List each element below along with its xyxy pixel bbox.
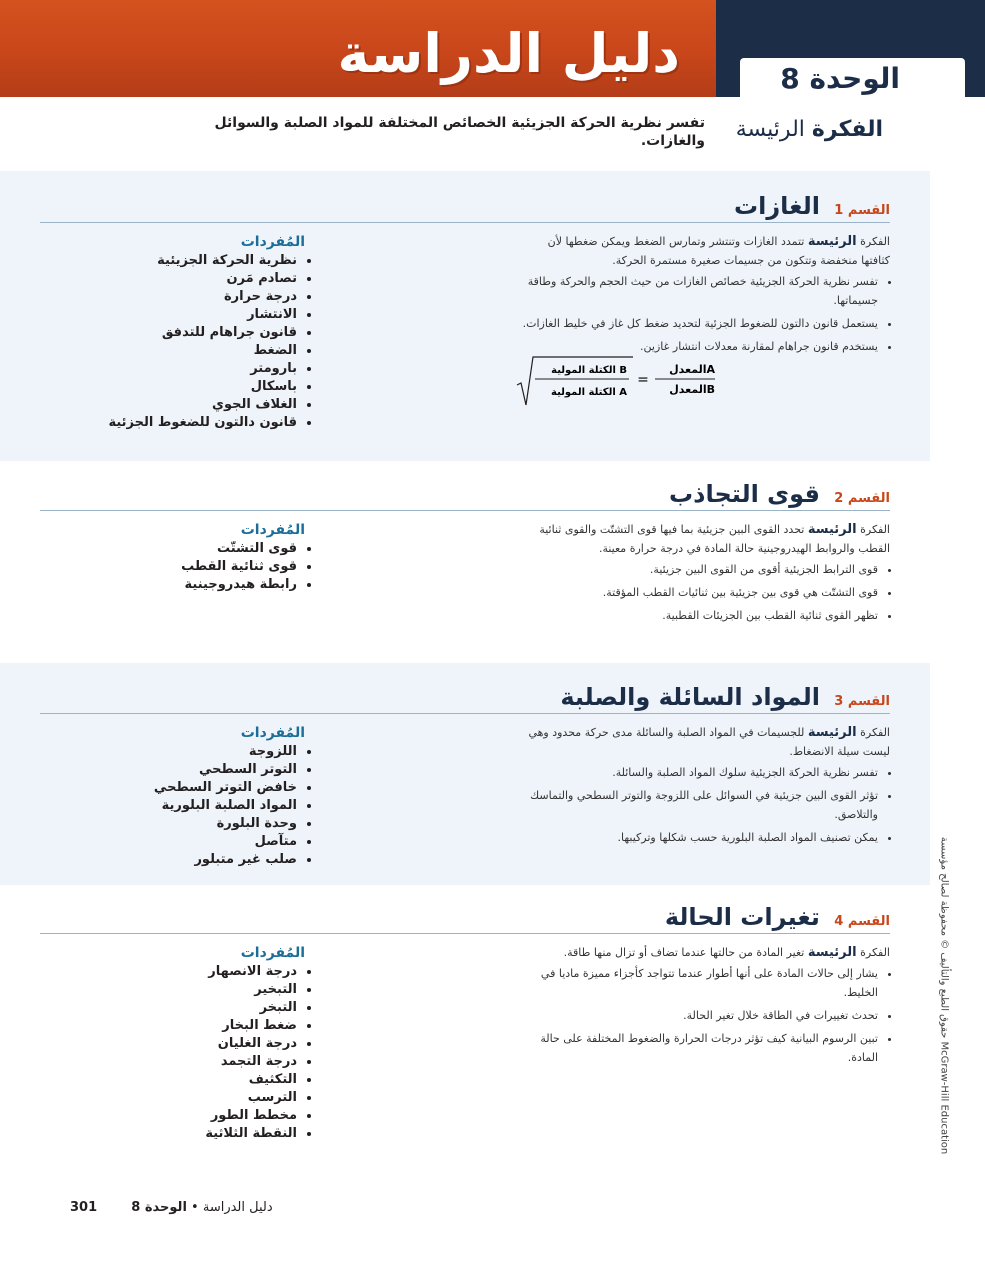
page-banner — [0, 0, 985, 97]
vocab-heading: المُفردات — [240, 725, 305, 741]
vocab-term: • المواد الصلبة البلورية — [95, 797, 297, 815]
vocab-term: • النقطة الثلاثية — [95, 1125, 297, 1143]
main-idea-label — [808, 235, 890, 248]
page-number: 301 — [70, 1200, 98, 1215]
section-2-heading: قوى التجاذب — [669, 480, 820, 508]
big-idea-label — [736, 117, 883, 142]
main-idea-label — [808, 726, 890, 739]
big-idea-label-rest: الرئيسة — [735, 117, 812, 142]
vocab-term: • الغلاف الجوي — [95, 396, 297, 414]
section-1-vocab — [95, 234, 315, 432]
section-4-label: القسم 4 — [834, 914, 890, 929]
section-2-title — [669, 480, 890, 508]
vocab-term: • مخطط الطور — [95, 1107, 297, 1125]
vocab-term: • وحدة البلورة — [95, 815, 297, 833]
section-2-main-idea — [520, 520, 890, 629]
unit-label: الوحدة 8 — [780, 62, 900, 95]
big-idea-label-bold: الفكرة — [811, 117, 883, 142]
vocab-term: • تصادم مَرن — [95, 270, 297, 288]
main-idea-bold: الرئيسة — [807, 725, 857, 740]
vocab-term: • نظرية الحركة الجزيئية — [95, 252, 297, 270]
footer-separator: • — [191, 1200, 199, 1215]
section-3-label: القسم 3 — [834, 694, 890, 709]
vocab-term: • درجة الانصهار — [95, 963, 297, 981]
key-concept: • يشار إلى حالات المادة على أنها أطوار عندما تتواجد كأجزاء مميزة ماديا في الخليط. — [520, 964, 878, 1002]
copyright-text: حقوق الطبع والتأليف © محفوظة لصالح مؤسسة McGraw-Hill Education — [938, 836, 950, 1155]
section-4-vocab — [95, 945, 315, 1143]
key-concept: • تظهر القوى ثنائية القطب بين الجزيئات القطبية. — [520, 606, 878, 625]
key-concepts-list — [520, 560, 890, 625]
formula-rate-b: المعدلB — [669, 383, 715, 396]
vocab-term: • بارومتر — [95, 360, 297, 378]
key-concept: • تحدث تغييرات في الطاقة خلال تغير الحالة. — [520, 1006, 878, 1025]
vocab-term: • التبخر — [95, 999, 297, 1017]
vocab-term: • متآصل — [95, 833, 297, 851]
vocab-heading: المُفردات — [240, 945, 305, 961]
main-idea-bold: الرئيسة — [807, 522, 857, 537]
key-concepts-list — [520, 272, 890, 356]
vocab-term: • التكثيف — [95, 1071, 297, 1089]
section-1-heading: الغازات — [733, 192, 820, 220]
vocab-heading: المُفردات — [240, 234, 305, 250]
vocab-term: • قانون دالتون للضغوط الجزئية — [95, 414, 297, 432]
main-idea-text: تحدد القوى البين جزيئية بما فيها قوى التشتّت والقوى ثنائية القطب والروابط الهيدروجينية حالة المادة في درجة حرارة معينة. — [539, 523, 890, 555]
main-idea-label — [808, 523, 890, 536]
vocab-term: • قوى ثنائية القطب — [95, 558, 297, 576]
section-3-heading: المواد السائلة والصلبة — [560, 683, 820, 711]
section-2-vocab — [95, 522, 315, 594]
main-idea-lead: الفكرة — [860, 726, 890, 739]
vocab-term: • درجة حرارة — [95, 288, 297, 306]
section-2-label: القسم 2 — [834, 491, 890, 506]
key-concept: • تبين الرسوم البيانية كيف تؤثر درجات الحرارة والضغوط المختلفة على حالة المادة. — [520, 1029, 878, 1067]
key-concept: • قوى التشتّت هي قوى بين جزيئية بين ثنائيات القطب المؤقتة. — [520, 583, 878, 602]
section-1-main-idea — [520, 232, 890, 360]
section-3-main-idea — [520, 723, 890, 851]
grahams-law-formula — [515, 355, 730, 410]
key-concept: • يمكن تصنيف المواد الصلبة البلورية حسب شكلها وتركيبها. — [520, 828, 878, 847]
section-1-rule — [40, 222, 890, 223]
main-idea-text: للجسيمات في المواد الصلبة والسائلة مدى حركة محدود وهي ليست سيلة الانضغاط. — [528, 726, 890, 758]
vocab-term: • الانتشار — [95, 306, 297, 324]
vocab-term: • الترسب — [95, 1089, 297, 1107]
key-concept: • تفسر نظرية الحركة الجزيئية سلوك المواد الصلبة والسائلة. — [520, 763, 878, 782]
vocab-list — [95, 252, 315, 432]
big-idea-text: تفسر نظرية الحركة الجزيئية الخصائص المختلفة للمواد الصلبة والسوائل والغازات. — [214, 115, 705, 149]
main-idea-bold: الرئيسة — [807, 945, 857, 960]
page-title: دليل الدراسة — [337, 22, 680, 85]
vocab-term: • خافض التوتر السطحي — [95, 779, 297, 797]
key-concepts-list — [520, 763, 890, 847]
key-concept: • يستعمل قانون دالتون للضغوط الجزئية لتحديد ضغط كل غاز في خليط الغازات. — [520, 314, 878, 333]
vocab-list — [95, 540, 315, 594]
formula-mass-a: الكتلة المولية A — [551, 387, 627, 398]
vocab-term: • التوتر السطحي — [95, 761, 297, 779]
vocab-term: • قانون جراهام للتدفق — [95, 324, 297, 342]
vocab-term: • التبخير — [95, 981, 297, 999]
main-idea-label — [808, 946, 890, 959]
formula-equals: = — [637, 372, 649, 388]
section-3-rule — [40, 713, 890, 714]
section-2-rule — [40, 510, 890, 511]
vocab-term: • الضغط — [95, 342, 297, 360]
section-3-title — [560, 683, 890, 711]
key-concept: • تؤثر القوى البين جزيئية في السوائل على اللزوجة والتوتر السطحي والتماسك والتلاصق. — [520, 786, 878, 824]
section-4-rule — [40, 933, 890, 934]
key-concepts-list — [520, 964, 890, 1067]
section-1-label: القسم 1 — [834, 203, 890, 218]
vocab-term: • صلب غير متبلور — [95, 851, 297, 869]
vocab-list — [95, 743, 315, 869]
vocab-term: • باسكال — [95, 378, 297, 396]
page-footer — [70, 1200, 273, 1215]
vocab-list — [95, 963, 315, 1143]
section-4-title — [665, 903, 890, 931]
footer-guide: دليل الدراسة — [202, 1200, 273, 1215]
section-3-vocab — [95, 725, 315, 869]
footer-unit: الوحدة 8 — [131, 1200, 187, 1215]
main-idea-text: تتمدد الغازات وتنتشر وتمارس الضغط ويمكن ضغطها لأن كثافتها منخفضة وتتكون من جسيمات صغيرة مستمرة الحركة. — [547, 235, 890, 267]
main-idea-lead: الفكرة — [860, 523, 890, 536]
main-idea-lead: الفكرة — [860, 946, 890, 959]
main-idea-bold: الرئيسة — [807, 234, 857, 249]
vocab-term: • درجة الغليان — [95, 1035, 297, 1053]
vocab-term: • رابطة هيدروجينية — [95, 576, 297, 594]
vocab-term: • قوى التشتّت — [95, 540, 297, 558]
copyright-credit — [934, 836, 952, 1160]
formula-rate-a: المعدلA — [669, 363, 715, 376]
section-4-heading: تغيرات الحالة — [664, 903, 820, 931]
key-concept: • يستخدم قانون جراهام لمقارنة معدلات انتشار غازين. — [520, 337, 878, 356]
section-4-main-idea — [520, 943, 890, 1071]
key-concept: • تفسر نظرية الحركة الجزيئية خصائص الغازات من حيث الحجم والحركة وطاقة جسيماتها. — [520, 272, 878, 310]
vocab-term: • درجة التجمد — [95, 1053, 297, 1071]
vocab-term: • ضغط البخار — [95, 1017, 297, 1035]
formula-mass-b: الكتلة المولية B — [551, 365, 627, 376]
main-idea-lead: الفكرة — [860, 235, 890, 248]
vocab-heading: المُفردات — [240, 522, 305, 538]
key-concept: • قوى الترابط الجزيئية أقوى من القوى البين جزيئية. — [520, 560, 878, 579]
main-idea-text: تغير المادة من حالتها عندما تضاف أو تزال منها طاقة. — [563, 946, 805, 959]
vocab-term: • اللزوجة — [95, 743, 297, 761]
section-1-title — [734, 192, 890, 220]
